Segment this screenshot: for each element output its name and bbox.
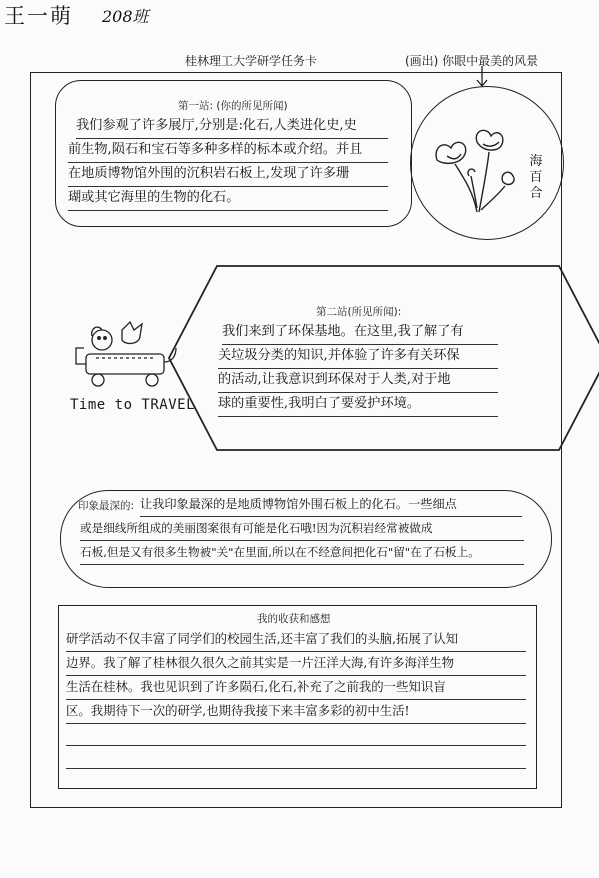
- station2-line: 的活动,让我意识到环保对于人类,对于地: [218, 368, 498, 393]
- station2-line: 关垃圾分类的知识,并体验了许多有关环保: [218, 344, 498, 369]
- arrow-down-icon: [472, 66, 492, 88]
- station2-line: 我们来到了环保基地。在这里,我了解了有: [222, 320, 498, 345]
- reflection-line: 研学活动不仅丰富了同学们的校园生活,还丰富了我们的头脑,拓展了认知: [66, 627, 526, 652]
- impression-heading: 印象最深的:: [78, 500, 135, 512]
- station1-line: 瑚或其它海里的生物的化石。: [68, 186, 388, 211]
- reflection-line: 生活在桂林。我也见识到了许多陨石,化石,补充了之前我的一些知识盲: [66, 675, 526, 700]
- station1-heading: 第一站: (你的所见所闻): [178, 100, 288, 112]
- page-title: 桂林理工大学研学任务卡: [185, 54, 318, 68]
- sea-lily-drawing-icon: [425, 120, 525, 220]
- student-name: 王一萌: [4, 4, 73, 28]
- impression-line: 或是细线所组成的美丽图案很有可能是化石哦!因为沉积岩经常被做成: [80, 516, 524, 541]
- blank-writing-line: [66, 745, 526, 746]
- drawing-prompt-label: (画出) 你眼中最美的风景: [405, 54, 539, 68]
- station1-line: 前生物,陨石和宝石等多种多样的标本或介绍。并且: [68, 138, 388, 163]
- impression-line: 让我印象最深的是地质博物馆外围石板上的化石。一些细点: [140, 492, 522, 517]
- drawing-caption: 海百合: [529, 154, 543, 201]
- station1-line: 我们参观了许多展厅,分别是:化石,人类进化史,史: [76, 114, 388, 139]
- station2-heading: 第二站(所见所闻):: [316, 306, 402, 318]
- reflection-heading: 我的收获和感想: [257, 613, 331, 625]
- student-class: 208班: [102, 7, 149, 26]
- station2-line: 球的重要性,我明白了要爱护环境。: [218, 392, 498, 417]
- reflection-line: 边界。我了解了桂林很久很久之前其实是一片汪洋大海,有许多海洋生物: [66, 651, 526, 676]
- travel-sticker-caption: Time to TRAVEL: [70, 397, 196, 413]
- impression-line: 石板,但是又有很多生物被"关"在里面,所以在不经意间把化石"留"在了石板上。: [80, 540, 524, 565]
- blank-writing-line: [66, 768, 526, 769]
- station1-line: 在地质博物馆外围的沉积岩石板上,发现了许多珊: [68, 162, 388, 187]
- reflection-line: 区。我期待下一次的研学,也期待我接下来丰富多彩的初中生活!: [66, 699, 526, 724]
